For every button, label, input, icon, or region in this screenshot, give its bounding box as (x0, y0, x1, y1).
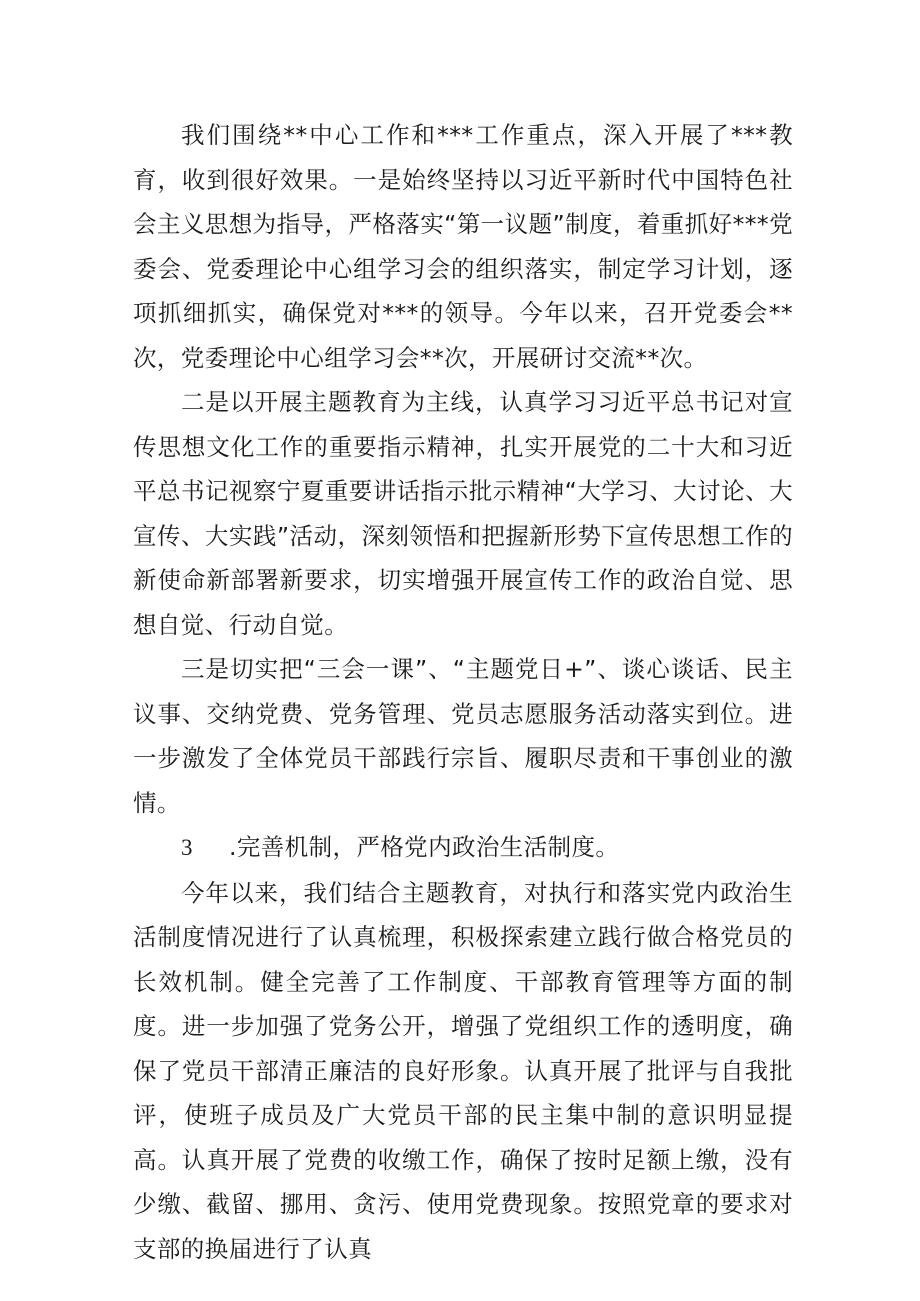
paragraph-4: 今年以来，我们结合主题教育，对执行和落实党内政治生活制度情况进行了认真梳理，积极探索建立践行做合格党员的长效机制。健全完善了工作制度、干部教育管理等方面的制度。进一步加强了党务公开，增强了党组织工作的透明度，确保了党员干部清正廉洁的良好形象。认真开展了批评与自我批评，使班子成员及广大党员干部的民主集中制的意识明显提高。认真开展了党费的收缴工作，确保了按时足额上缴，没有少缴、截留、挪用、贪污、使用党费现象。按照党章的要求对支部的换届进行了认真 (133, 878, 793, 1263)
paragraph-1: 我们围绕**中心工作和***工作重点，深入开展了***教育，收到很好效果。一是始终坚持以习近平新时代中国特色社会主义思想为指导，严格落实“第一议题”制度，着重抓好***党委会、党委理论中心组学习会的组织落实，制定学习计划，逐项抓细抓实，确保党对***的领导。今年以来，召开党委会**次，党委理论中心组学习会**次，开展研讨交流**次。 (133, 121, 793, 372)
paragraph-2: 二是以开展主题教育为主线，认真学习习近平总书记对宣传思想文化工作的重要指示精神，扎实开展党的二十大和习近平总书记视察宁夏重要讲话指示批示精神“大学习、大讨论、大宣传、大实践”活动，深刻领悟和把握新形势下宣传思想工作的新使命新部署新要求，切实增强开展宣传工作的政治自觉、思想自觉、行动自觉。 (133, 388, 793, 639)
document-body (133, 113, 793, 1271)
section-title: .完善机制，严格党内政治生活制度。 (229, 833, 620, 861)
section-number: 3 (181, 835, 193, 860)
paragraph-3: 三是切实把“三会一课”、“主题党日+”、谈心谈话、民主议事、交纳党费、党务管理、党员志愿服务活动落实到位。进一步激发了全体党员干部践行宗旨、履职尽责和干事创业的激情。 (133, 655, 793, 817)
section-heading (133, 825, 793, 871)
